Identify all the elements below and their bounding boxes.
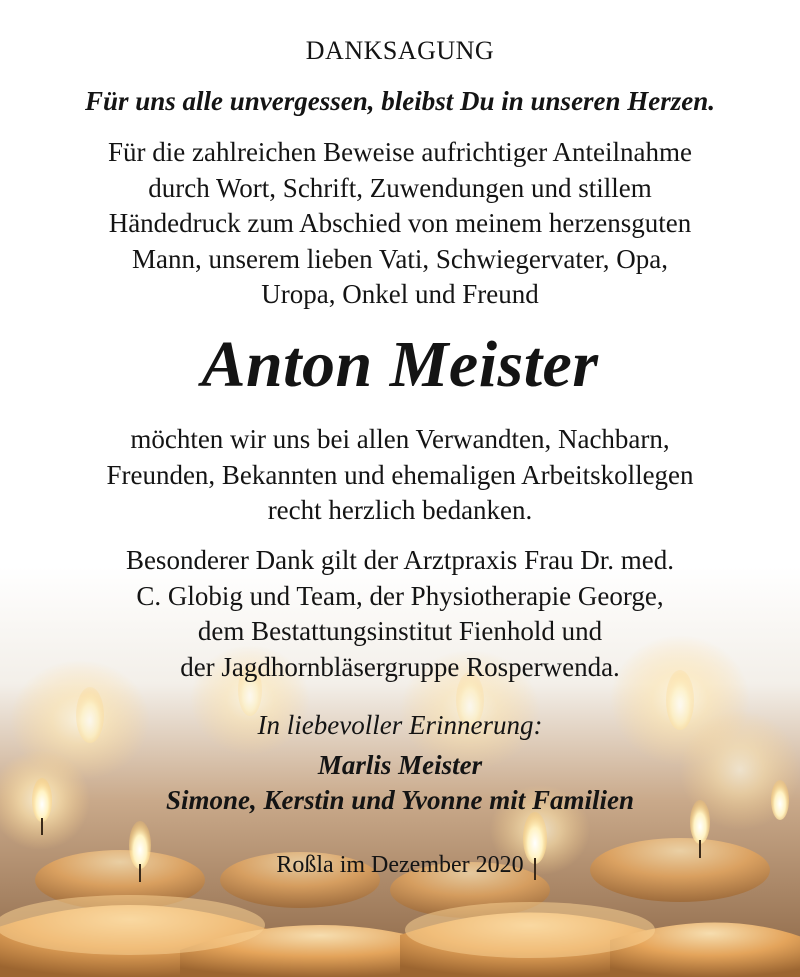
thanks-paragraph [0, 135, 800, 313]
notice-heading: DANKSAGUNG [305, 36, 495, 65]
text-line: der Jagdhornbläsergruppe Rosperwenda. [180, 651, 620, 682]
text-line: Freunden, Bekannten und ehemaligen Arbeitskollegen [106, 459, 694, 490]
text-line: möchten wir uns bei allen Verwandten, Nachbarn, [130, 424, 670, 454]
notice-motto: Für uns alle unvergessen, bleibst Du in unseren Herzen. [84, 86, 716, 116]
place-date: Roßla im Dezember 2020 [276, 852, 524, 878]
signatory-line: Simone, Kerstin und Yvonne mit Familien [165, 785, 635, 815]
special-thanks-paragraph [0, 543, 800, 685]
text-line: Uropa, Onkel und Freund [261, 279, 539, 309]
text-line: recht herzlich bedanken. [267, 495, 533, 525]
text-line: Mann, unserem lieben Vati, Schwiegervater, Opa, [131, 243, 668, 274]
text-line: Für die zahlreichen Beweise aufrichtiger Anteilnahme [107, 137, 693, 167]
signatory-line: Marlis Meister [317, 750, 483, 780]
remembrance-line: In liebevoller Erinnerung: [257, 710, 543, 740]
deceased-name: Anton Meister [201, 328, 599, 401]
text-line: C. Globig und Team, der Physiotherapie George, [136, 580, 664, 611]
gratitude-paragraph [0, 422, 800, 529]
text-line: Händedruck zum Abschied von meinem herzensguten [108, 208, 692, 238]
text-line: dem Bestattungsinstitut Fienhold und [197, 616, 603, 646]
text-line: durch Wort, Schrift, Zuwendungen und stillem [148, 172, 652, 203]
text-line: Besonderer Dank gilt der Arztpraxis Frau Dr. med. [125, 545, 675, 575]
